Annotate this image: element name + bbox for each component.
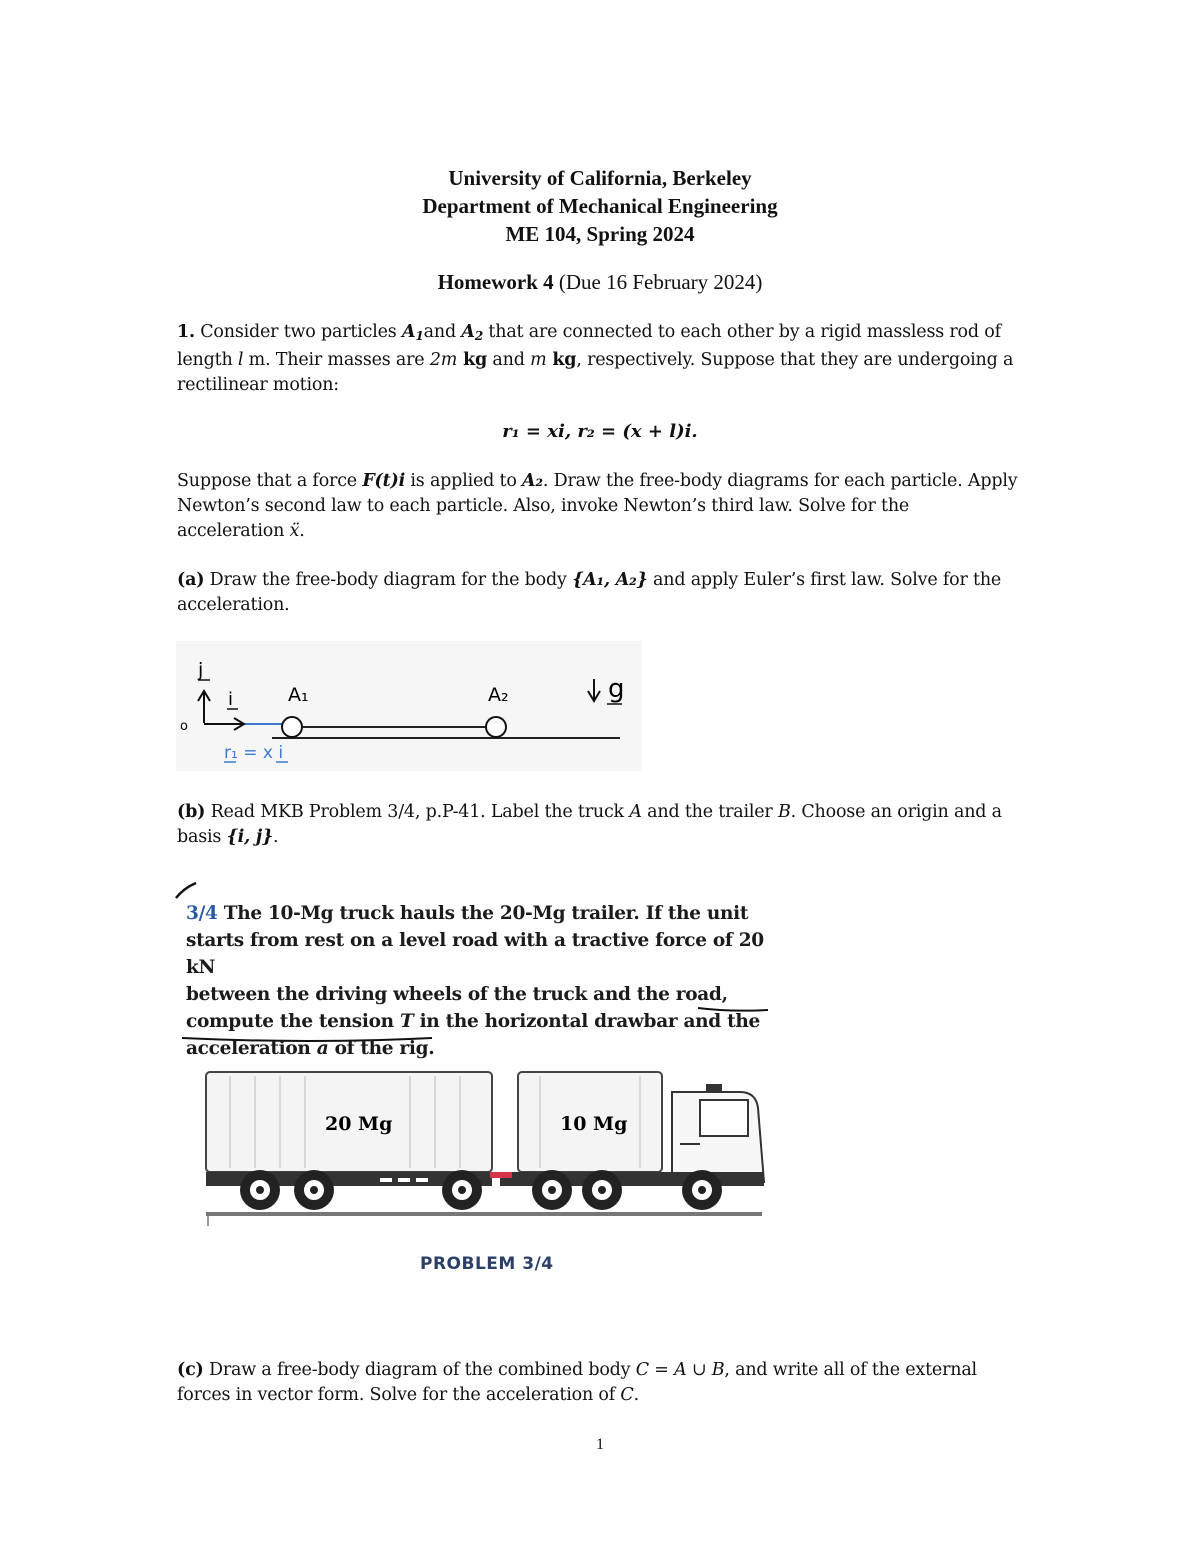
text-run: Draw the free-body diagram for the body [204, 570, 573, 590]
header-department: Department of Mechanical Engineering [422, 194, 778, 218]
problem-1-intro: 1. Consider two particles $A_1and$ $A_2$ that are connected to each other by a rigid massless rod of length l m. Their masses are 2m kg and m kg, respectively. Suppose that they are undergoing a rectilinear motion: [177, 322, 1014, 396]
position-equations [0, 421, 1200, 442]
text-run: forces in vector form. Solve for the acceleration of [177, 1385, 621, 1405]
j-label: j [198, 659, 204, 681]
origin-label: o [180, 719, 188, 734]
header-course: ME 104, Spring 2024 [505, 222, 695, 246]
text-run: length [177, 350, 238, 371]
particle-a1 [282, 717, 302, 737]
math-force: F(t)i [362, 471, 406, 491]
problem-line: compute the tension [186, 1011, 400, 1032]
part-b-text [177, 800, 1037, 850]
math-acceleration: ẍ [289, 521, 300, 541]
problem-line: between the driving wheels of the truck and the road, [186, 984, 728, 1005]
part-c-text [177, 1358, 1037, 1408]
i-label: i [228, 689, 234, 710]
text-run: and [487, 350, 531, 371]
homework-title [0, 270, 1200, 295]
text-run: acceleration. [177, 595, 290, 615]
problem-line: in the horizontal drawbar and the [413, 1011, 760, 1032]
wheel [442, 1170, 482, 1210]
wheel [240, 1170, 280, 1210]
text-run: Suppose that a force [177, 471, 363, 491]
homework-label: Homework 4 [437, 270, 554, 294]
math-union: C = A ∪ B [635, 1360, 725, 1380]
page-number: 1 [596, 1436, 604, 1453]
problem-line: acceleration [186, 1038, 317, 1059]
textbook-problem [186, 900, 786, 1062]
text-run: , and write all of the external [724, 1360, 977, 1380]
math-2m: 2m [429, 350, 458, 371]
text-run: and the trailer [641, 802, 778, 822]
text-run: , respectively. Suppose that they are undergoing a [576, 350, 1014, 371]
text-run: . Draw the free-body diagrams for each particle. Apply [542, 471, 1018, 491]
wheel [682, 1170, 722, 1210]
math-b: B [777, 802, 791, 822]
equation-text: r₁ = xi, r₂ = (x + l)i. [502, 421, 698, 442]
problem-line: of the rig. [328, 1038, 435, 1059]
math-a1: A [401, 322, 416, 342]
math-a2: A₂ [522, 471, 543, 491]
problem-1-number: 1. [177, 322, 195, 342]
drawbar [490, 1172, 512, 1178]
math-body: {A₁, A₂} [572, 570, 648, 590]
wheel [582, 1170, 622, 1210]
text-run: . [633, 1385, 639, 1405]
chassis-dashes [380, 1178, 428, 1182]
part-c-label: (c) [177, 1360, 204, 1380]
text-run: . [299, 521, 305, 541]
text-run: . [273, 827, 279, 847]
part-a-label: (a) [177, 570, 205, 590]
r1-label: r₁ = x i [224, 743, 284, 763]
text-run: Read MKB Problem 3/4, p.P-41. Label the truck [205, 802, 630, 822]
text-run: is applied to [405, 471, 523, 491]
check-mark [176, 883, 196, 898]
math-t: T [399, 1011, 414, 1032]
part-b-label: (b) [177, 802, 206, 822]
text-run: and [423, 322, 462, 342]
cab-window [700, 1100, 748, 1136]
math-a-accel: a [316, 1038, 329, 1059]
text-run: m. Their masses are [243, 350, 430, 371]
problem-1-force [177, 469, 1037, 544]
wheel [294, 1170, 334, 1210]
figure-caption: PROBLEM 3/4 [420, 1254, 554, 1274]
trailer-mass-label: 20 Mg [325, 1113, 393, 1135]
a1-label: A₁ [288, 684, 309, 706]
header-university: University of California, Berkeley [448, 166, 752, 190]
two-particle-diagram [176, 641, 642, 771]
part-a-text [177, 568, 1037, 618]
text-run: acceleration [177, 521, 290, 541]
text-run: rectilinear motion: [177, 375, 339, 396]
problem-number: 3/4 [186, 903, 218, 924]
particle-a2 [486, 717, 506, 737]
homework-due: (Due 16 February 2024) [558, 270, 763, 294]
math-l: l [237, 350, 244, 371]
text-run: . Choose an origin and a [790, 802, 1002, 822]
math-a: A [629, 802, 642, 822]
road-surface [206, 1212, 762, 1216]
unit-kg: kg [546, 350, 577, 371]
cab-light [706, 1084, 722, 1092]
text-run: and apply Euler’s first law. Solve for the [647, 570, 1002, 590]
wheel [532, 1170, 572, 1210]
a2-label: A₂ [488, 684, 509, 706]
problem-line: The 10-Mg truck hauls the 20-Mg trailer. If the unit [217, 903, 749, 924]
math-c: C [620, 1385, 634, 1405]
math-basis: {i, j} [226, 827, 274, 847]
truck-mass-label: 10 Mg [560, 1113, 628, 1135]
text-run: Draw a free-body diagram of the combined body [203, 1360, 636, 1380]
unit-kg: kg [457, 350, 488, 371]
problem-line: starts from rest on a level road with a tractive force of 20 kN [186, 930, 764, 978]
text-run: Newton’s second law to each particle. Also, invoke Newton’s third law. Solve for the [177, 496, 910, 516]
truck-trailer-illustration [200, 1062, 770, 1237]
math-m: m [530, 350, 547, 371]
text-run: that are connected to each other by a rigid massless rod of [483, 322, 1001, 342]
math-a2: A [461, 322, 475, 342]
text-run: basis [177, 827, 227, 847]
text-run: Consider two particles [194, 322, 402, 342]
g-label: g [608, 674, 625, 704]
